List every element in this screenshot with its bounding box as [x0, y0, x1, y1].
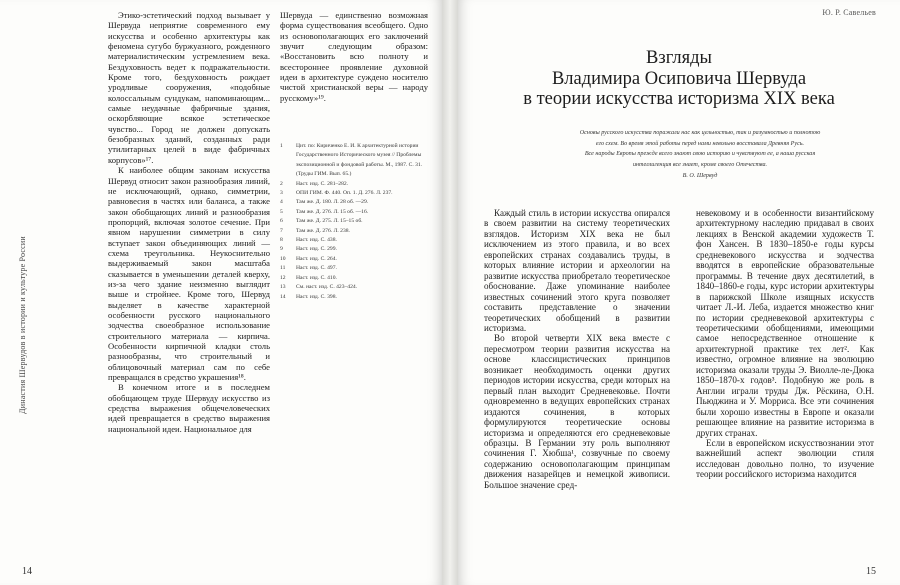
paragraph: В конечном итоге и в последнем обобщающем труде Шервуду искусство из средства выражения общечеловеческих идей превращается в средство выражения национальной идеи. Национальное для	[108, 382, 270, 434]
footnote-number: 10	[280, 255, 286, 262]
epigraph	[554, 128, 846, 182]
right-page	[458, 0, 900, 585]
footnote	[280, 227, 426, 236]
footnote-number: 1	[280, 143, 283, 149]
footnote	[280, 142, 426, 180]
paragraph: Во второй четверти XIX века вместе с пересмотром теории развития искусства на основе классицистических принципов возникает необходимость оценки других периодов истории искусства, среди которых на первый план выходит Средневековье. Почти одновременно в ведущих европейских странах издаются сочинения, в которых формулируются теоретические основы историзма и определяются его средневековые образцы. В Германии эту роль выполняют сочинения Г. Хюбша¹, созвучные по своему содержанию основополагающим принципам движения назарейцев и немецкой живописи. Большое значение сред-	[484, 333, 670, 490]
book-gutter	[442, 0, 458, 585]
footnote-number: 12	[280, 274, 286, 281]
footnote	[280, 283, 426, 292]
footnote-number: 2	[280, 180, 283, 187]
left-column-1	[108, 10, 270, 434]
left-page	[0, 0, 442, 585]
footnote-text: Наст. изд. С. 264.	[296, 255, 337, 262]
footnote-text: Наст. изд. С. 410.	[296, 274, 337, 281]
footnote	[280, 245, 426, 254]
footnote	[280, 208, 426, 217]
footnote	[280, 293, 426, 302]
article-title	[458, 48, 900, 110]
paragraph: Если в европейском искусствознании этот важнейший аспект эволюции стиля исследован довольно полно, то изучение теории российского историзма находится	[696, 437, 874, 480]
footnote-text: Наст. изд. С. 281–282.	[296, 180, 349, 187]
footnote-number: 14	[280, 293, 286, 300]
footnote	[280, 217, 426, 226]
footnote	[280, 236, 426, 245]
article-title-line: Взгляды	[646, 48, 712, 68]
vertical-running-title-text: Династия Шервудов в истории и культуре России	[18, 236, 27, 414]
footnote-text: Наст. изд. С. 438.	[296, 237, 337, 244]
footnote-number: 4	[280, 199, 283, 206]
footnote-text: Наст. изд. С. 497.	[296, 265, 337, 272]
paragraph: невековому и в особенности византийскому архитектурному наследию придавал в своих лекциях в Венской академии художеств Т. фон Хансен. В 1830–1850-е годы курсы средневекового искусства и зодчества вводятся в европейские образовательные программы. В течение двух десятилетий, в 1840–1860-е годы, курс истории архитектуры в парижской Школе изящных искусств читает Л.-И. Леба, издается множество книг по истории средневековой архитектуры с теоретическими обобщениями, имеющими самое непосредственное отношение к архитектурной практике тех лет². Как известно, огромное влияние на эволюцию историзма оказали труды Э. Виолле-ле-Дюка 1850–1870-х годов³. Подобную же роль в Англии играли труды Дж. Рёскина, О.Н. Пьюджина и У. Морриса. Все эти сочинения были хорошо известны в Европе и оказали решающее влияние на развитие историзма в других странах.	[696, 208, 874, 438]
running-head-author: Ю. Р. Савельев	[822, 8, 876, 17]
article-title-line: в теории искусства историзма XIX века	[523, 89, 835, 109]
footnote-number: 13	[280, 284, 286, 291]
footnote	[280, 255, 426, 264]
left-column-2	[280, 10, 428, 103]
footnote-number: 11	[280, 265, 286, 272]
page-number-right: 15	[866, 566, 876, 577]
paragraph: Шервуда — единственно возможная форма существования всеобщего. Одно из основополагающих его заключений звучит следующим образом: «Восстановить всю полноту и всестороннее проявление духовной идеи в архитектуре суждено носителю чистой христианской веры — народу русскому»¹⁹.	[280, 10, 428, 103]
footnote-text: Там же. Д. 180. Л. 28 об. —29.	[296, 199, 369, 206]
paragraph: Каждый стиль в истории искусства опирался в своем развитии на систему теоретических взглядов. Историзм XIX века не был исключением из этого правила, и во всех европейских странах создавались труды, в которых влияние истории и археологии на развитие искусства приобретало теоретическое обоснование. Даже упоминание наиболее известных сочинений этого круга позволяет составить представление о значении теоретических обобщений в развитии историзма.	[484, 208, 670, 333]
footnote	[280, 274, 426, 283]
footnote-text: Наст. изд. С. 299.	[296, 246, 337, 253]
epigraph-line: интеллигенция все знает, кроме своего Отечества.	[632, 161, 768, 168]
paragraph: Этико-эстетический подход вызывает у Шервуда неприятие современного ему искусства и особенно архитектуры как феномена сугубо буржуазного, рожденного материалистическим устремлением века. Бездуховность ведет к подражательности. Кроме того, бездуховность рождает уродливые сооружения, «подобные колоссальным сундукам, напоминающим... самые неудачные фабричные здания, оскорбляющие всякое эстетическое чувство... Город не должен допускать безобразных зданий, созданных ради утилитарных целей в виде фабричных корпусов»¹⁷.	[108, 10, 270, 165]
footnote	[280, 198, 426, 207]
right-column-1	[484, 208, 670, 490]
footnote-text: См. наст. изд. С. 423–424.	[296, 284, 358, 291]
page-number-left: 14	[22, 566, 32, 577]
paragraph: К наиболее общим законам искусства Шервуд относит закон разнообразия линий, не исключающий, однако, симметрии, равновесия в частях или баланса, а также закон обобщающих линий и разнообразия пропорций, включая золотое сечение. При явном нарушении симметрии в силу вступает закон объединяющих линий — схема треугольника. Неукоснительно выдерживаемый закон масштаба сказывается в уменьшении деталей кверху, из-за чего здание неизменно выглядит выше и стройнее. Кроме того, Шервуд выделяет в качестве характерной особенности русского национального зодчества своеобразное использование строительного материала — кирпича. Особенности кирпичной кладки столь разнообразны, что строительный и облицовочный материал сам по себе превращался в средство украшения¹⁸.	[108, 165, 270, 383]
right-column-2	[696, 208, 874, 480]
footnote-number: 5	[280, 208, 283, 215]
footnote	[280, 264, 426, 273]
footnotes	[280, 142, 426, 302]
footnote-text: ОПИ ГИМ. Ф. 440. Оп. 1. Д. 276. Л. 237.	[296, 190, 393, 197]
footnote-text: Там же. Д. 276. Л. 15 об. —16.	[296, 208, 369, 215]
footnote-text: Там же. Д. 275. Л. 15–15 об.	[296, 218, 363, 225]
epigraph-signature: В. О. Шервуд	[682, 173, 718, 180]
epigraph-line: Основы русского искусства поражали нас как цельностью, так и разумностью и полнотою	[579, 130, 821, 136]
footnote-text: Наст. изд. С. 398.	[296, 293, 337, 300]
footnote-number: 7	[280, 227, 283, 234]
footnote-text: Цит. по: Кириченко Е. И. К архитектурной истории Государственного Исторического музея // Проблемы экспозиционной и фондовой работы. М., 1987. С. 31. (Труды ГИМ. Вып. 65.)	[296, 143, 423, 178]
article-title-line: Владимира Осиповича Шервуда	[551, 68, 807, 89]
footnote	[280, 189, 426, 198]
epigraph-line: Все народы Европы прежде всего знают свою историю и чувствуют ее, а наша русская	[584, 151, 816, 158]
footnote-text: Там же. Д. 276. Л. 238.	[296, 227, 350, 234]
footnote-number: 3	[280, 190, 283, 197]
footnote-number: 6	[280, 218, 283, 225]
footnote-number: 9	[280, 246, 283, 253]
vertical-running-title	[18, 100, 32, 550]
epigraph-line: его схем. Во время этой работы перед нами невольно восставала Древняя Русь.	[595, 140, 805, 147]
footnote-number: 8	[280, 237, 283, 244]
footnote	[280, 180, 426, 189]
